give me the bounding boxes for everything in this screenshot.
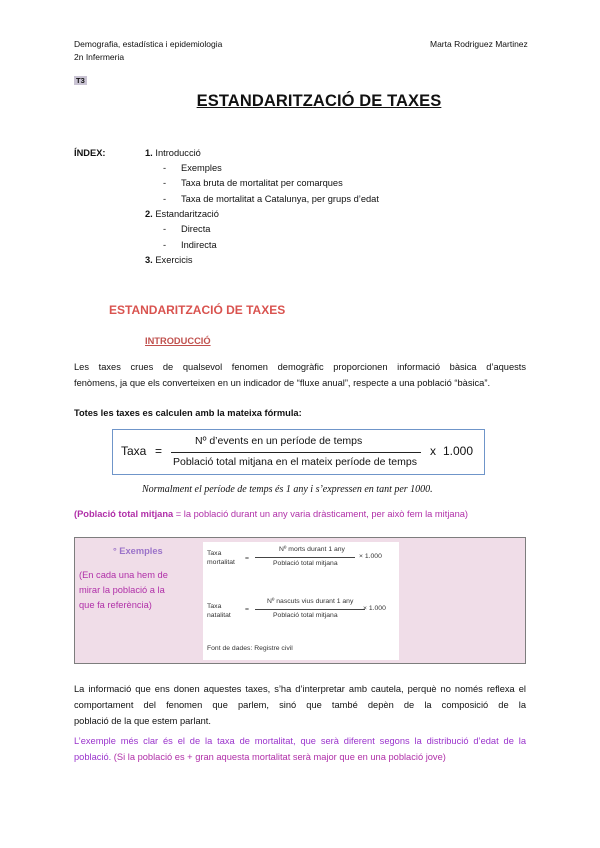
example-line-2-pink: (Si la població es + gran aquesta mortalitat serà major que en una població jove) [111,752,446,762]
header-course: Demografia, estadística i epidemiologia [74,39,223,49]
formula-numerator: Nº d’events en un període de temps [195,435,363,447]
index-sub-item: Indirecta [181,240,217,250]
header-author: Marta Rodriguez Martinez [430,39,528,49]
dash-icon: - [163,163,167,173]
natality-numerator: Nº nascuts vius durant 1 any [267,598,354,605]
index-item-3-text: Exercicis [155,255,193,265]
section-subtitle: INTRODUCCIÓ [145,336,211,346]
examples-note [79,568,168,613]
index-item-1-text: Introducció [155,148,201,158]
examples-heading: ° Exemples [113,546,163,556]
formula-equals: = [155,444,163,458]
examples-note-line: (En cada una hem de [79,570,168,580]
population-note-bold: (Població total mitjana [74,509,174,519]
dash-icon: - [163,240,167,250]
formula-box [112,429,485,475]
intro-paragraph [74,359,526,391]
caution-paragraph [74,681,526,729]
index-item-3-num: 3. [145,255,153,265]
index-item-2-num: 2. [145,209,153,219]
natality-label-2: natalitat [207,612,231,619]
intro-line-2: fenòmens, ja que els converteixen en un indicador de “fluxe anual”, respecte a una població “bàsica”. [74,378,491,388]
formula-times: x [430,444,436,458]
example-line-2-purple: població. [74,752,112,762]
examples-note-line: que fa referència) [79,600,152,610]
dash-icon: - [163,194,167,204]
mortality-denominator: Població total mitjana [273,560,338,567]
index-label: ÍNDEX: [74,148,106,158]
fraction-line [171,452,421,453]
examples-note-line: mirar la població a la [79,585,165,595]
mortality-label-1: Taxa [207,550,222,557]
population-note [74,509,468,519]
examples-box [74,537,526,664]
caution-line-1: La informació que ens donen aquestes taxes, s’ha d’interpretar amb cautela, perquè no només [74,684,483,694]
formula-lhs: Taxa [121,444,147,458]
example-line-1: L’exemple més clar és el de la taxa de mortalitat, que serà diferent segons la distribució d’edat de la [74,736,526,746]
examples-image [203,542,399,660]
mortality-equals: = [245,555,249,562]
mortality-label-2: mortalitat [207,559,235,566]
topic-tag: T3 [76,76,85,85]
formula-factor: 1.000 [443,444,474,458]
mortality-numerator: Nº morts durant 1 any [279,546,345,553]
index-item-2 [145,209,219,219]
natality-label-1: Taxa [207,603,222,610]
intro-line-1: Les taxes crues de qualsevol fenomen demogràfic proporcionen informació bàsica d’aquests [74,362,526,372]
caution-line-2: reflexa el comportament del fenomen que parlem, sinó que també depèn de la composició de la [74,684,526,710]
page-title: ESTANDARITZACIÓ DE TAXES [196,92,442,110]
natality-factor: × 1.000 [363,605,386,612]
formula-intro: Totes les taxes es calculen amb la mateixa fórmula: [74,408,302,418]
dash-icon: - [163,178,167,188]
index-item-1 [145,148,201,158]
natality-fraction-line [255,609,365,610]
example-line-2 [74,749,526,765]
index-sub-item: Taxa bruta de mortalitat per comarques [181,178,343,188]
index-sub-item: Exemples [181,163,222,173]
formula-denominator: Població total mitjana en el mateix període de temps [173,456,417,468]
index-sub-item: Directa [181,224,211,234]
index-item-3 [145,255,193,265]
index-sub-item: Taxa de mortalitat a Catalunya, per grups d’edat [181,194,379,204]
index-item-1-num: 1. [145,148,153,158]
example-paragraph [74,733,526,765]
natality-denominator: Població total mitjana [273,612,338,619]
caution-line-3: població de la que estem parlant. [74,716,211,726]
mortality-factor: × 1.000 [359,553,382,560]
section-title: ESTANDARITZACIÓ DE TAXES [109,303,286,317]
formula-note: Normalment el període de temps és 1 any i s’expressen en tant per 1000. [142,484,433,495]
header-year: 2n Infermeria [74,52,125,62]
natality-equals: = [245,606,249,613]
population-note-rest: = la població durant un any varia dràsticament, per això fem la mitjana) [173,509,469,519]
dash-icon: - [163,224,167,234]
data-source: Font de dades: Registre civil [207,645,293,652]
mortality-fraction-line [255,557,355,558]
index-item-2-text: Estandarització [155,209,219,219]
